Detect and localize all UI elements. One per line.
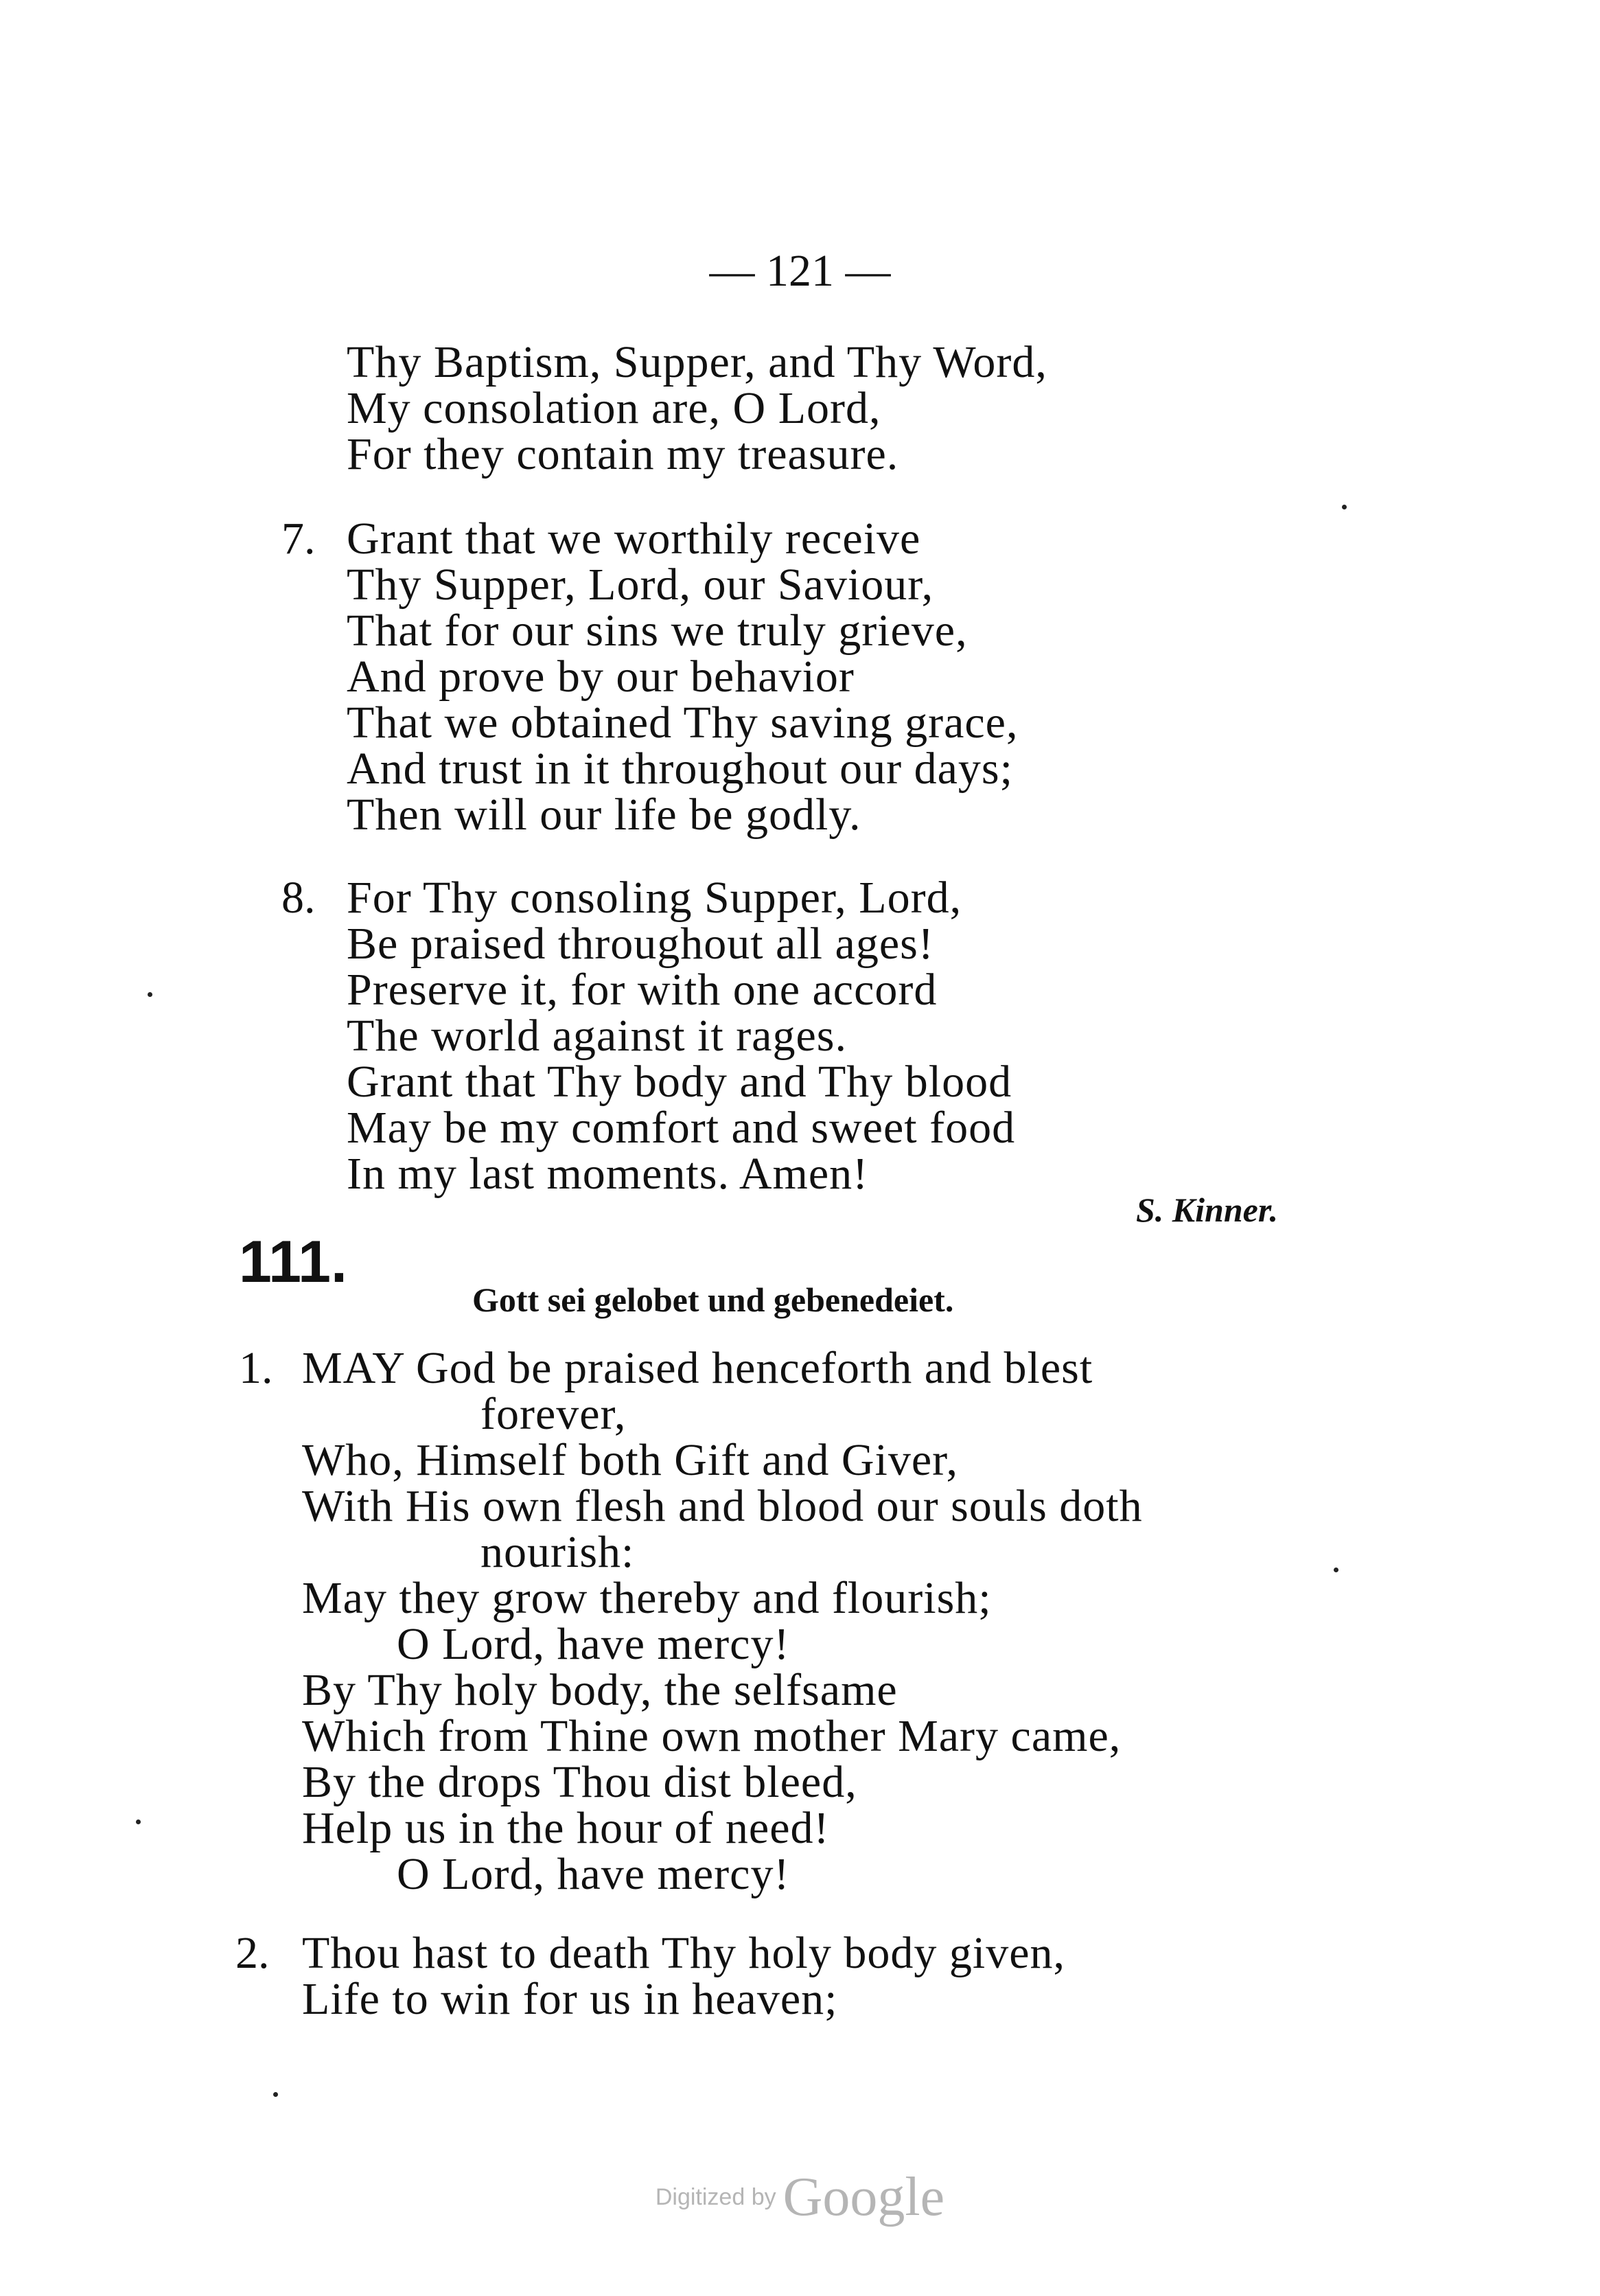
verse-line: That for our sins we truly grieve, bbox=[347, 606, 968, 656]
verse-line: Which from Thine own mother Mary came, bbox=[302, 1711, 1122, 1761]
verse-line: By Thy holy body, the selfsame bbox=[302, 1665, 898, 1715]
digitization-watermark bbox=[0, 2166, 1600, 2229]
scan-speck bbox=[1334, 1568, 1338, 1572]
verse-line: Thy Baptism, Supper, and Thy Word, bbox=[347, 337, 1047, 387]
digitized-by-label: Digitized by bbox=[655, 2184, 776, 2210]
verse-line: nourish: bbox=[480, 1527, 635, 1577]
verse-line: With His own flesh and blood our souls doth bbox=[302, 1481, 1143, 1531]
verse-line: Thou hast to death Thy holy body given, bbox=[302, 1928, 1065, 1978]
verse-line: Be praised throughout all ages! bbox=[347, 919, 934, 969]
verse-line: In my last moments. Amen! bbox=[347, 1149, 869, 1199]
verse-line: MAY God be praised henceforth and blest bbox=[302, 1343, 1093, 1393]
verse-line: By the drops Thou dist bleed, bbox=[302, 1757, 857, 1807]
verse-line: My consolation are, O Lord, bbox=[347, 383, 881, 433]
google-logo: Google bbox=[782, 2167, 945, 2227]
verse-number: 8. bbox=[281, 873, 316, 923]
verse-line: May they grow thereby and flourish; bbox=[302, 1573, 992, 1623]
verse-line: Thy Supper, Lord, our Saviour, bbox=[347, 560, 934, 610]
verse-line: For Thy consoling Supper, Lord, bbox=[347, 873, 962, 923]
page-number: — 121 — bbox=[709, 246, 891, 296]
scan-speck bbox=[136, 1819, 141, 1824]
verse-line: For they contain my treasure. bbox=[347, 429, 899, 479]
verse-line: Grant that we worthily receive bbox=[347, 514, 921, 564]
verse-line: forever, bbox=[480, 1389, 627, 1439]
scan-speck bbox=[148, 992, 152, 997]
verse-line: Then will our life be godly. bbox=[347, 790, 861, 840]
scan-speck bbox=[1342, 505, 1347, 509]
refrain-line: O Lord, have mercy! bbox=[397, 1619, 790, 1669]
verse-line: Grant that Thy body and Thy blood bbox=[347, 1057, 1012, 1107]
verse-line: The world against it rages. bbox=[347, 1011, 847, 1061]
verse-line: May be my comfort and sweet food bbox=[347, 1103, 1016, 1153]
verse-line: Life to win for us in heaven; bbox=[302, 1974, 838, 2024]
verse-line: That we obtained Thy saving grace, bbox=[347, 698, 1019, 748]
verse-line: Help us in the hour of need! bbox=[302, 1803, 830, 1853]
verse-line: And trust in it throughout our days; bbox=[347, 744, 1013, 794]
verse-line: And prove by our behavior bbox=[347, 652, 855, 702]
tune-title: Gott sei gelobet und gebenedeiet. bbox=[472, 1281, 954, 1319]
hymn-number: 111. bbox=[239, 1229, 347, 1295]
verse-number: 2. bbox=[235, 1928, 270, 1978]
scan-speck bbox=[273, 2092, 278, 2097]
verse-line: Who, Himself both Gift and Giver, bbox=[302, 1435, 959, 1485]
verse-number: 7. bbox=[281, 514, 316, 564]
author-attribution: S. Kinner. bbox=[1136, 1191, 1279, 1229]
refrain-line: O Lord, have mercy! bbox=[397, 1849, 790, 1899]
verse-line: Preserve it, for with one accord bbox=[347, 965, 938, 1015]
verse-number: 1. bbox=[239, 1343, 273, 1393]
